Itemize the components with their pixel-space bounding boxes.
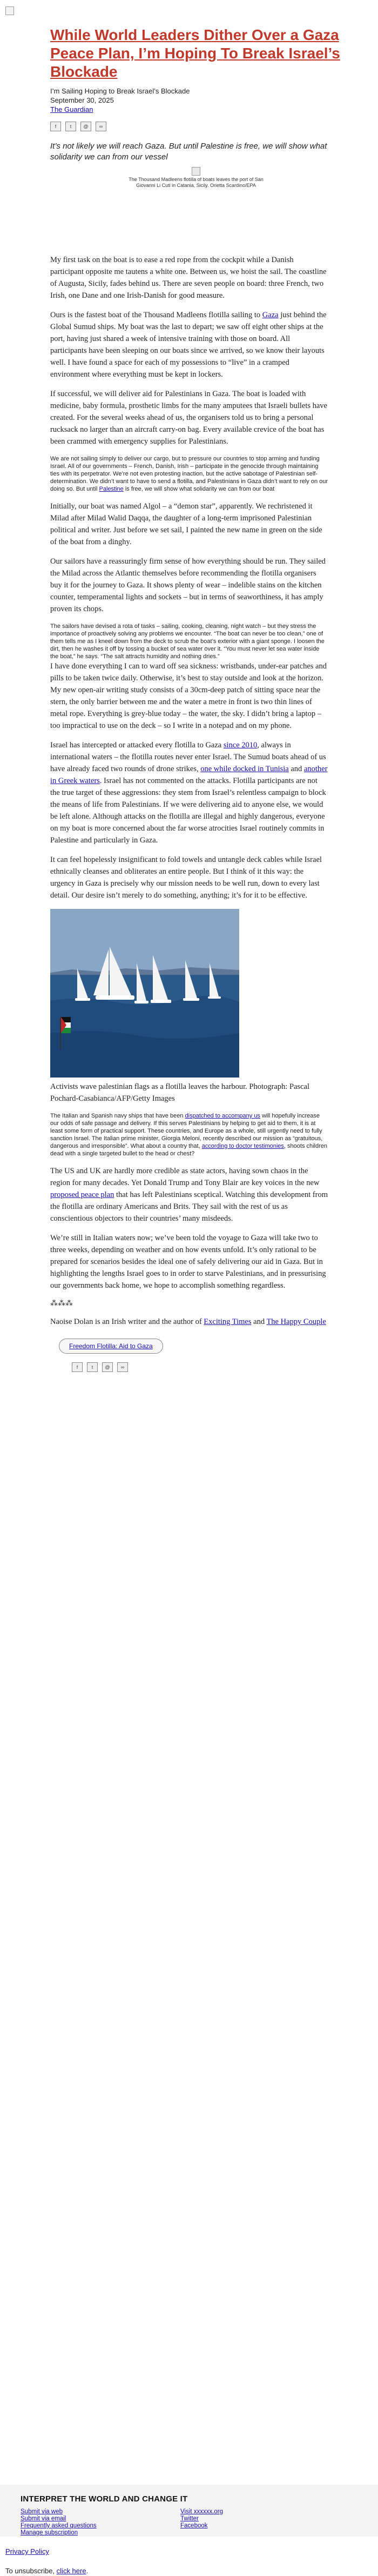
- body-paragraph: My first task on the boat is to ease a red rope from the cockpit while a Danish participant opposite me tautens a white one. Between us, we hoist the sail. The coastline of Augusta, Sicily, fades behind us. There are seven people on board: three French, two Irish, one Dane and one Irish-Danish for good measure.: [50, 256, 327, 300]
- flotilla-photo: [50, 909, 239, 1078]
- body-paragraph: Initially, our boat was named Algol – a “demon star”, apparently. We rechristened it Milad after Milad Walid Daqqa, the daughter of a long-term imprisoned Palestinian political and writer. Just before we set sail, I painted the new name in green on the side of the boat from a dinghy.: [50, 502, 322, 546]
- gaza-link[interactable]: Gaza: [262, 311, 279, 319]
- twitter-link[interactable]: Twitter: [180, 2515, 199, 2522]
- pull-note: We are not sailing simply to deliver our cargo, but to pressure our countries to stop arming and funding Israel. All of our governments – French, Danish, Irish – participate in the genocide through maintaining ties with its perpetrator. We’re not even protesting inaction, but the active sabotage of Palestinian self-determination. We didn’t want to have to send a flotilla, and Palestinians in Gaza didn’t want to rely on our doing so. But until Palestine is free, we will show what solidarity we can from our boat: [50, 456, 328, 492]
- footer-left-links: [21, 2508, 97, 2537]
- source-link[interactable]: The Guardian: [50, 105, 93, 113]
- unsubscribe-line: To unsubscribe, click here.: [5, 2567, 89, 2575]
- body-paragraph: I have done everything I can to ward off sea sickness: wristbands, under-ear patches and pills to be taken twice daily. Otherwise, it’s best to stay outside and look at the horizon. My new open-air writing study consists of a 30cm-deep patch of sitting space near the stern, the only barrier between me and the water a metre in front is two thin lines of metal rope. Everything is grey-blue today – the water, the sky. I didn’t bring a laptop – too impractical to use on the deck – so I write in a notepad and on my phone.: [50, 662, 327, 730]
- article-subtitle: I’m Sailing Hoping to Break Israel’s Blockade: [50, 87, 190, 95]
- pull-note: The Italian and Spanish navy ships that have been dispatched to accompany us will hopefully increase our odds of safe passage and delivery. If this serves Palestinians by helping to get aid to them, it is at least some form of practical support. These countries, and Europe as a whole, still urgently need to fully sanction Israel. The Italian prime minister, Giorgia Meloni, recently described our mission as “gratuitous, dangerous and irresponsible”. What about a country that, according to doctor testimonies, shoots children dead with a single targeted bullet to the head or chest?: [50, 1113, 328, 1157]
- body-paragraph: It can feel hopelessly insignificant to fold towels and untangle deck cables while Israel ethnically cleanses and obliterates an entire people. But I think of it this way: the urgency in Gaza is precisely why our mission needs to be well run, down to every last detail. Our desire isn’t merely to do something, anything; it’s for it to be effective.: [50, 855, 322, 900]
- exciting-times-link[interactable]: Exciting Times: [204, 1317, 252, 1326]
- body-paragraph: The US and UK are hardly more credible as state actors, having sown chaos in the region for many decades. Yet Donald Trump and Tony Blair are key voices in the new proposed peace plan that has left Palestinians sceptical. Watching this development from the flotilla are ordinary Americans and Brits. They sail with the rest of us as conscientious objectors to their countries’ many misdeeds.: [50, 1167, 328, 1223]
- happy-couple-link[interactable]: The Happy Couple: [266, 1317, 326, 1326]
- manage-subscription-link[interactable]: Manage subscription: [21, 2530, 78, 2536]
- email-icon[interactable]: @: [102, 1362, 113, 1372]
- body-paragraph: Ours is the fastest boat of the Thousand Madleens flotilla sailing to Gaza just behind the Global Sumud ships. My boat was the last to depart; we saw off eight other ships at the port, having just shared a week of intensive training with those on board. All participants have been sleeping on our boats since we arrived, so we know their layouts well. I have found a space for each of my possessions to “live” in a cramped environment where everything must be kept in lockers.: [50, 311, 327, 379]
- unsubscribe-link[interactable]: click here: [56, 2567, 86, 2575]
- share-bar: [50, 122, 342, 131]
- body-paragraph: Our sailors have a reassuringly firm sense of how everything should be run. They sailed the Milad across the Atlantic themselves before recommending the flotilla organisers buy it for the journey to Gaza. It shows plenty of wear – indelible stains on the kitchen counter, temperamental lights and sockets – but in terms of seaworthiness, it has amply proven its chops.: [50, 557, 326, 613]
- link-icon[interactable]: ∞: [117, 1362, 128, 1372]
- dispatched-link[interactable]: dispatched to accompany us: [185, 1113, 260, 1119]
- peace-plan-link[interactable]: proposed peace plan: [50, 1190, 114, 1199]
- newsletter-logo-icon: [5, 6, 14, 15]
- facebook-icon[interactable]: f: [72, 1362, 83, 1372]
- greek-waters-link[interactable]: another in Greek waters: [50, 765, 328, 785]
- visit-site-link[interactable]: Visit xxxxxx.org: [180, 2508, 224, 2515]
- submit-email-link[interactable]: Submit via email: [21, 2515, 66, 2522]
- hero-figure: [50, 167, 342, 189]
- footer-right-links: [180, 2508, 223, 2530]
- since-2010-link[interactable]: since 2010: [223, 741, 258, 750]
- submit-web-link[interactable]: Submit via web: [21, 2508, 63, 2515]
- hero-caption: The Thousand Madleens flotilla of boats leaves the port of San Giovanni Li Cuti in Catania, Sicily. Orietta Scardino/EPA: [129, 177, 264, 188]
- footer: [0, 2485, 378, 2537]
- body-paragraph: If successful, we will deliver aid for Palestinians in Gaza. The boat is loaded with medicine, baby formula, prosthetic limbs for the many amputees that Israeli bullets have created. For the several weeks ahead of us, the organisers told us to bring a personal rucksack no larger than an aircraft carry-on bag. Every available crevice of the boat has been crammed with emergency supplies for Palestinians.: [50, 390, 327, 446]
- freedom-flotilla-button[interactable]: Freedom Flotilla: Aid to Gaza: [59, 1339, 163, 1354]
- facebook-link[interactable]: Facebook: [180, 2523, 208, 2529]
- article-date: September 30, 2025: [50, 96, 114, 104]
- faq-link[interactable]: Frequently asked questions: [21, 2523, 97, 2529]
- bottom-share-bar: [72, 1362, 328, 1372]
- pull-note: The sailors have devised a rota of tasks – sailing, cooking, cleaning, night watch – but they stress the importance of proactively solving any problems we encounter. “The boat can never be too clean,” one of them tells me as I kneel down from the deck to scrub the boat’s exterior with a giant sponge. I loosen the dirt, then he washes it off by tossing a bucket of sea water over it. “You must never let sea water inside the boat,” he says. “The salt attracts humidity and nothing dries.”: [50, 623, 325, 660]
- section-divider: ⁂⁂⁂: [50, 1300, 73, 1308]
- twitter-icon[interactable]: t: [65, 122, 76, 131]
- doctor-testimonies-link[interactable]: according to doctor testimonies: [201, 1143, 284, 1149]
- tunisia-link[interactable]: one while docked in Tunisia: [200, 765, 289, 773]
- flotilla-photo-drawing: [50, 909, 239, 1078]
- facebook-icon[interactable]: f: [50, 122, 61, 131]
- email-icon[interactable]: @: [80, 122, 91, 131]
- article-body: [50, 254, 328, 1372]
- article-meta: [50, 86, 342, 114]
- body-paragraph: Israel has intercepted or attacked every flotilla to Gaza since 2010, always in international waters – the flotilla routes never enter Israel. The Sumud boats ahead of us have already faced two rounds of drone strikes, one while docked in Tunisia and another in Greek waters. Israel has not commented on the attacks. Flotilla participants are not the true target of these aggressions: they stem from Israel’s relentless campaign to block the means of life from Palestinians. If we were delivering aid to anyone else, we would be left alone. Although attacks on the flotilla are illegal and highly dangerous, everyone on my boat is more concerned about the far worse atrocities Israel routinely commits in Palestine and particularly in Gaza.: [50, 741, 328, 845]
- hero-image-icon: [192, 167, 200, 176]
- body-paragraph: We’re still in Italian waters now; we’ve been told the voyage to Gaza will take two to three weeks, depending on weather and on how events unfold. It’s only rational to be prepared for scenarios besides the ideal one of safely delivering our aid in Gaza. But in highlighting the lengths Israel goes to in order to starve Palestinians, and in pressurising our governments back home, we hope to accomplish something regardless.: [50, 1234, 326, 1290]
- privacy-policy-link[interactable]: Privacy Policy: [5, 2547, 49, 2555]
- footer-heading: INTERPRET THE WORLD AND CHANGE IT: [21, 2494, 188, 2504]
- palestine-link[interactable]: Palestine: [99, 486, 124, 492]
- photo-caption: Activists wave palestinian flags as a flotilla leaves the harbour. Photograph: Pascal Pochard-Casabianca/AFP/Getty Images: [50, 1082, 309, 1103]
- link-icon[interactable]: ∞: [96, 122, 106, 131]
- author-bio: Naoise Dolan is an Irish writer and the author of Exciting Times and The Happy Couple: [50, 1317, 326, 1326]
- standfirst: It’s not likely we will reach Gaza. But until Palestine is free, we will show what solidarity we can from our vessel: [50, 142, 327, 162]
- article-title[interactable]: While World Leaders Dither Over a Gaza Peace Plan, I’m Hoping To Break Israel’s Blockade: [50, 26, 340, 80]
- article-header: [50, 26, 342, 189]
- bottom-links: [5, 2547, 88, 2576]
- twitter-icon[interactable]: t: [87, 1362, 98, 1372]
